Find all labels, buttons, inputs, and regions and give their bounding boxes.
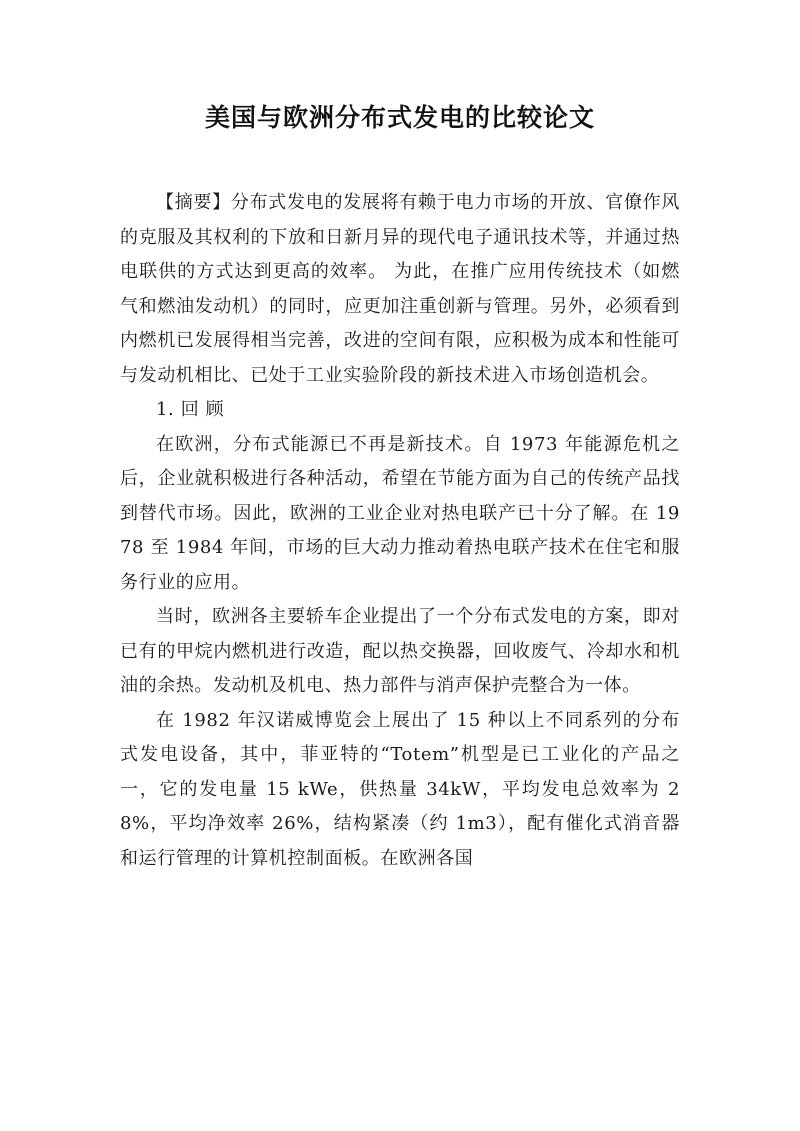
page-title: 美国与欧洲分布式发电的比较论文 [204,103,595,132]
document-body [120,186,680,876]
body-paragraph: 在欧洲，分布式能源已不再是新技术。自 1973 年能源危机之后，企业就积极进行各种活动，希望在节能方面为自己的传统产品找到替代市场。因此，欧洲的工业企业对热电联产已十分了解。在 1978 至 1984 年间，市场的巨大动力推动着热电联产技术在住宅和服务行业的应用。 [120,433,680,593]
abstract-paragraph: 【摘要】分布式发电的发展将有赖于电力市场的开放、官僚作风的克服及其权利的下放和日新月异的现代电子通讯技术等，并通过热电联供的方式达到更高的效率。 为此，在推广应用传统技术（如燃气和燃油发动机）的同时，应更加注重创新与管理。另外，必须看到内燃机已发展得相当完善，改进的空间有限，应积极为成本和性能可与发动机相比、已处于工业实验阶段的新技术进入市场创造机会。 [120,192,680,386]
body-paragraph: 在 1982 年汉诺威博览会上展出了 15 种以上不同系列的分布式发电设备，其中，菲亚特的“Totem”机型是已工业化的产品之一，它的发电量 15 kWe，供热量 34kW，平均发电总效率为 28%，平均净效率 26%，结构紧凑（约 1m3），配有催化式消音器和运行管理的计算机控制面板。在欧洲各国 [120,709,680,869]
section-heading-review: 1. 回 顾 [156,399,225,420]
body-paragraph: 当时，欧洲各主要轿车企业提出了一个分布式发电的方案，即对已有的甲烷内燃机进行改造，配以热交换器，回收废气、冷却水和机油的余热。发动机及机电、热力部件与消声保护壳整合为一体。 [120,606,680,696]
